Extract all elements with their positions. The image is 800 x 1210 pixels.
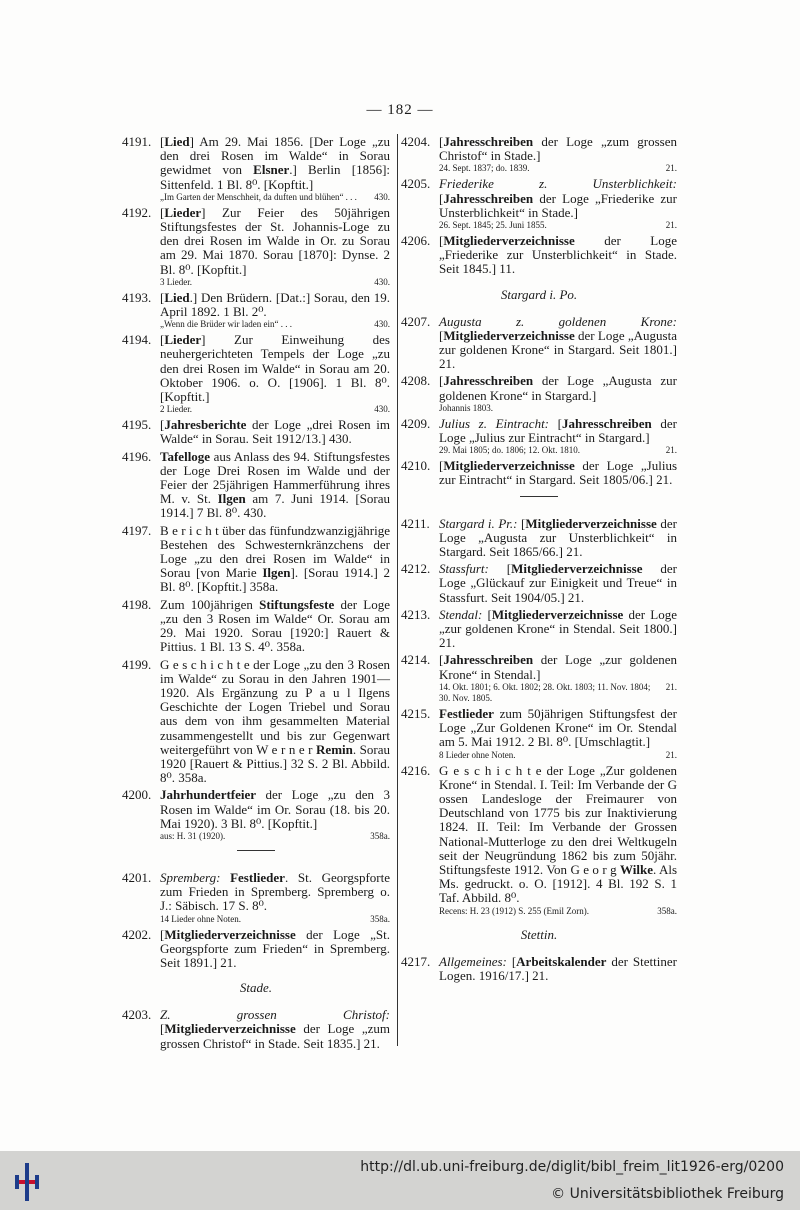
entry-number: 4213. (401, 606, 431, 622)
entry-note (160, 319, 390, 330)
section-heading: Stettin. (520, 926, 558, 942)
entry-note-text: 24. Sept. 1837; do. 1839. (439, 163, 530, 174)
footer-bar (0, 1151, 800, 1210)
entry-note-text: Johannis 1803. (439, 402, 493, 413)
entry-number: 4209. (401, 415, 431, 431)
entry-number: 4199. (122, 656, 152, 672)
entry-number: 4192. (122, 204, 152, 220)
entry-signature: 358a. (657, 905, 677, 916)
catalog-entry (401, 955, 677, 983)
section-heading: Stade. (239, 980, 273, 996)
library-logo-icon (12, 1161, 42, 1203)
copyright-text: © Universitätsbibliothek Freiburg (551, 1186, 784, 1202)
entry-text: [Lieder] Zur Feier des 50jährigen Stiftungsfestes der St. Johannis-Loge zu den drei Rosen im Walde in Or. zu Sorau am 29. Mai 1870. Sorau [1870]: Dynse. 2 Bl. 8⁰. [Kopftit.] (160, 204, 390, 277)
catalog-entry (122, 928, 390, 971)
entry-note (439, 220, 677, 231)
entry-number: 4193. (122, 289, 152, 305)
catalog-entry (401, 234, 677, 277)
entry-text: Festlieder zum 50jährigen Stiftungsfest der Loge „Zur Goldenen Krone“ im Or. Stendal am 5. Mai 1912. 2 Bl. 8⁰. [Umschlagtit.] (439, 705, 677, 750)
catalog-entry (122, 598, 390, 655)
entry-text: Stassfurt: [Mitgliederverzeichnisse der Loge „Glückauf zur Einigkeit und Treue“ in Stassfurt. Seit 1904/05.] 21. (439, 561, 677, 605)
entry-note-text: 2 Lieder. (160, 404, 192, 415)
catalog-entry (401, 517, 677, 560)
entry-text: Stargard i. Pr.: [Mitgliederverzeichnisse der Loge „Augusta zur Unsterblichkeit“ in Stargard. Seit 1865/66.] 21. (439, 515, 677, 560)
catalog-entry (122, 333, 390, 415)
entry-text: [Lied] Am 29. Mai 1856. [Der Loge „zu den drei Rosen im Walde“ in Sorau gewidmet von Elsner.] Berlin [1856]: Sittenfeld. 1 Bl. 8⁰. [Kopftit.] (160, 134, 391, 192)
entry-number: 4196. (122, 448, 152, 464)
entry-text: Zum 100jährigen Stiftungsfeste der Loge „zu den 3 Rosen im Walde“ Or. Sorau am 29. Mai 1920. Sorau [1920:] Rauert & Pittius. 1 Bl. 13 S. 4⁰. 358a. (160, 596, 390, 655)
entry-signature: 21. (665, 445, 677, 456)
entry-note (160, 831, 390, 842)
entry-note (160, 404, 390, 415)
entry-signature: 358a. (370, 830, 390, 841)
entry-text: Julius z. Eintracht: [Jahresschreiben der Loge „Julius zur Eintracht“ in Stargard.] (439, 415, 677, 446)
entry-text: [Lieder] Zur Einweihung des neuhergerichteten Tempels der Loge „zu den drei Rosen im Walde“ in Sorau am 20. Oktober 1906. o. O. [1906]. 1 Bl. 8⁰. [Kopftit.] (160, 332, 390, 405)
entry-number: 4201. (122, 869, 152, 885)
entry-text: Friederike z. Unsterblichkeit: [Jahresschreiben der Loge „Friederike zur Unsterblichkeit“ in Stade.] (439, 176, 677, 220)
entry-signature: 430. (374, 404, 390, 415)
entry-text: Z. grossen Christof: [Mitgliederverzeichnisse der Loge „zum grossen Christof“ in Stade. Seit 1835.] 21. (160, 1007, 390, 1051)
entry-text: Jahrhundertfeier der Loge „zu den 3 Rosen im Walde“ im Or. Sorau (18. bis 20. Mai 1920). 3 Bl. 8⁰. [Kopftit.] (160, 787, 390, 831)
catalog-entry (401, 653, 677, 703)
entry-number: 4210. (401, 458, 431, 474)
entry-note (439, 445, 677, 456)
entry-number: 4202. (122, 926, 152, 942)
entry-text: B e r i c h t über das fünfundzwanzigjährige Bestehen des Schwesternkränzchens der Loge „zu den drei Rosen im Walde“ in Sorau [von Marie Ilgen]. [Sorau 1914.] 2 Bl. 8⁰. [Kopftit.] 358a. (160, 522, 390, 595)
entry-text: [Mitgliederverzeichnisse der Loge „Friederike zur Unsterblichkeit“ in Stade. Seit 1845.] 11. (439, 233, 677, 277)
entry-number: 4198. (122, 596, 152, 612)
entry-note (439, 906, 677, 917)
entry-number: 4216. (401, 762, 431, 778)
entry-text: Spremberg: Festlieder. St. Georgspforte zum Frieden in Spremberg. Spremberg o. J.: Säbisch. 17 S. 8⁰. (160, 869, 390, 914)
entry-note (160, 192, 390, 203)
entry-text: [Jahresberichte der Loge „drei Rosen im Walde“ in Sorau. Seit 1912/13.] 430. (160, 417, 390, 447)
entry-text: [Mitgliederverzeichnisse der Loge „St. Georgspforte zum Frieden“ in Spremberg. Seit 1891.] 21. (160, 926, 390, 970)
entry-number: 4214. (401, 652, 431, 668)
catalog-entry (401, 562, 677, 605)
entry-number: 4207. (401, 313, 431, 329)
entry-text: Stendal: [Mitgliederverzeichnisse der Loge „zur goldenen Krone“ in Stendal. Seit 1800.] 21. (439, 606, 677, 651)
entry-signature: 21. (665, 163, 677, 174)
entry-number: 4200. (122, 787, 152, 803)
section-heading: Stargard i. Po. (500, 286, 578, 302)
entry-note-text: Recens: H. 23 (1912) S. 255 (Emil Zorn). (439, 905, 589, 916)
source-url-link[interactable]: http://dl.ub.uni-freiburg.de/diglit/bibl_freim_lit1926-erg/0200 (360, 1159, 784, 1175)
entry-note (439, 750, 677, 761)
entry-note-text: 29. Mai 1805; do. 1806; 12. Okt. 1810. (439, 445, 580, 456)
catalog-entry (401, 374, 677, 413)
entry-note-text: „Im Garten der Menschheit, da duften und blühen“ . . . (160, 191, 357, 202)
catalog-entry (401, 608, 677, 651)
catalog-entry (401, 135, 677, 174)
entry-signature: 21. (665, 681, 677, 692)
catalog-entry (401, 459, 677, 487)
entry-signature: 21. (665, 220, 677, 231)
entry-number: 4203. (122, 1007, 152, 1023)
section-separator (237, 850, 275, 851)
entry-number: 4206. (401, 233, 431, 249)
entry-text: [Lied.] Den Brüdern. [Dat.:] Sorau, den 19. April 1892. 1 Bl. 2⁰. (160, 289, 390, 320)
entry-text: Augusta z. goldenen Krone: [Mitgliederverzeichnisse der Loge „Augusta zur goldenen Krone“ in Stargard. Seit 1801.] 21. (439, 313, 677, 372)
entry-number: 4217. (401, 953, 431, 969)
catalog-entry (122, 524, 390, 595)
entry-note-text: „Wenn die Brüder wir laden ein“ . . . (160, 319, 292, 330)
entry-number: 4205. (401, 176, 431, 192)
entry-number: 4197. (122, 522, 152, 538)
entry-note-text: 26. Sept. 1845; 25. Juni 1855. (439, 220, 547, 231)
entry-note-text: aus: H. 31 (1920). (160, 830, 226, 841)
entry-text: [Mitgliederverzeichnisse der Loge „Julius zur Eintracht“ in Stargard. Seit 1805/06.] 21. (439, 458, 677, 488)
entry-note-text: 3 Lieder. (160, 276, 192, 287)
entry-note (439, 403, 677, 414)
entry-number: 4191. (122, 134, 152, 149)
page-number: — 182 — (366, 102, 434, 118)
catalog-entry (122, 135, 390, 203)
entry-signature: 430. (374, 319, 390, 330)
entry-signature: 430. (374, 191, 390, 202)
entry-note (439, 163, 677, 174)
entry-text: [Jahresschreiben der Loge „Augusta zur goldenen Krone“ in Stargard.] (439, 373, 677, 403)
section-separator (520, 496, 558, 497)
entry-note-text: 14. Okt. 1801; 6. Okt. 1802; 28. Okt. 1803; 11. Nov. 1804; 30. Nov. 1805. (439, 681, 651, 703)
catalog-entry (122, 206, 390, 288)
entry-note-text: 8 Lieder ohne Noten. (439, 749, 516, 760)
catalog-entry (401, 417, 677, 456)
entry-number: 4204. (401, 134, 431, 149)
entry-number: 4212. (401, 561, 431, 577)
entry-signature: 430. (374, 276, 390, 287)
entry-note (160, 914, 390, 925)
entry-number: 4211. (401, 515, 430, 531)
catalog-entry (122, 1008, 390, 1051)
left-column (122, 135, 390, 1054)
entry-text: Allgemeines: [Arbeitskalender der Stettiner Logen. 1916/17.] 21. (439, 953, 677, 983)
catalog-entry (401, 707, 677, 761)
catalog-entry (122, 291, 390, 330)
entry-signature: 21. (665, 749, 677, 760)
entry-number: 4195. (122, 417, 152, 433)
entry-text: G e s c h i c h t e der Loge „zu den 3 Rosen im Walde“ zu Sorau in den Jahren 1901—1920. Als Ergänzung zu P a u l Ilgens Geschichte der Logen Triebel und Sorau aus dem von ihm gesammelten Material zusammengestellt und bis zur Gegenwart weitergeführt von W e r n e r Remin. Sorau 1920 [Rauert & Pittius.] 32 S. 2 Bl. Abbild. 8⁰. 358a. (160, 656, 390, 786)
entry-note-text: 14 Lieder ohne Noten. (160, 913, 241, 924)
entry-number: 4208. (401, 373, 431, 389)
catalog-entry (122, 418, 390, 446)
catalog-entry (122, 658, 390, 786)
entry-text: Tafelloge aus Anlass des 94. Stiftungsfestes der Loge Drei Rosen im Walde und der Feier der 25jährigen Hammerführung ihres M. v. St. Ilgen am 7. Juni 1914. [Sorau 1914.] 7 Bl. 8⁰. 430. (160, 448, 390, 521)
catalog-entry (401, 177, 677, 231)
catalog-entry (122, 871, 390, 925)
catalog-entry (401, 315, 677, 372)
catalog-entry (401, 764, 677, 917)
catalog-entry (122, 788, 390, 842)
entry-note (160, 277, 390, 288)
column-divider (397, 134, 398, 1046)
entry-number: 4215. (401, 705, 431, 721)
entry-note (439, 682, 677, 704)
entry-text: G e s c h i c h t e der Loge „Zur goldenen Krone“ in Stendal. I. Teil: Im Verbande der G ossen Landesloge der Freimaurer von Deutschland von 1775 bis zur Inaktivierung 1824. II. Teil: Im Verbande der Grossen National-Mutterloge zu den drei Weltkugeln seit der Neugründung 1862 bis zum 50jähr. Stiftungsfeste 1912. Von G e o r g Wilke. Als Ms. gedruckt. o. O. [1912]. 4 Bl. 192 S. 1 Taf. Abbild. 8⁰. (439, 762, 678, 906)
right-column (401, 135, 677, 986)
entry-text: [Jahresschreiben der Loge „zur goldenen Krone“ in Stendal.] (439, 652, 677, 682)
entry-text: [Jahresschreiben der Loge „zum grossen Christof“ in Stade.] (439, 134, 677, 164)
catalog-entry (122, 450, 390, 521)
entry-signature: 358a. (370, 913, 390, 924)
entry-number: 4194. (122, 332, 152, 348)
